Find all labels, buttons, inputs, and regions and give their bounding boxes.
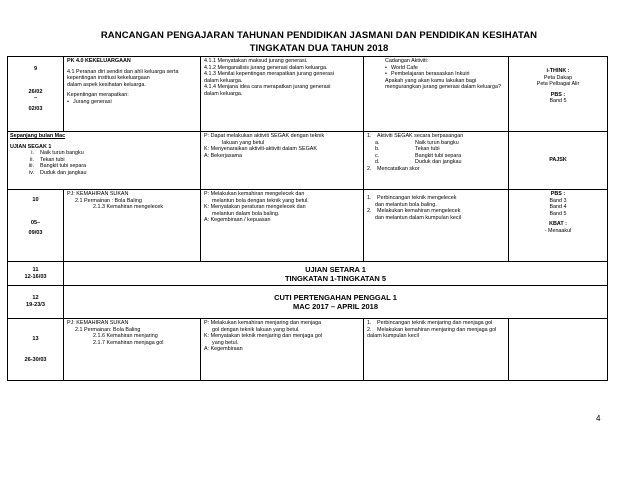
topic-cell <box>64 57 201 132</box>
pbs-label: PBS : <box>550 91 566 98</box>
objective-line: dalam keluarga. <box>204 90 243 97</box>
objective-line: 4.1.3 Menilai kepentingan merapatkan jurang generasi <box>204 71 335 78</box>
document-subtitle: TINGKATAN DUA TAHUN 2018 <box>249 43 389 54</box>
list-number: 1. <box>367 320 372 326</box>
roman-numeral: ii. <box>30 156 34 163</box>
activity-item: Tekan tubi <box>415 146 440 153</box>
notes-cell <box>509 319 608 381</box>
table-row <box>8 132 608 190</box>
segak-item: Tekan tubi <box>40 156 65 163</box>
week-cell <box>8 319 64 381</box>
ithink-item: Peta Pelbagai Alir <box>536 81 580 88</box>
objective-line: K: Menyatakan peraturan mengelecek dan <box>204 204 306 211</box>
banner-line: MAC 2017 – APRIL 2018 <box>292 302 379 311</box>
objective-line: yang betul. <box>212 339 239 346</box>
activity-cell <box>364 57 509 132</box>
table-row <box>8 286 608 319</box>
activity-item: dalam kumpulan kecil <box>367 333 419 340</box>
ithink-item: Peta Dakap <box>543 74 573 81</box>
objective-line: K: Menyatakan teknik menjaring dan menjaga gol <box>204 333 323 340</box>
activity-item: Melakukan kemahiran mengelecek <box>377 208 461 215</box>
list-number: 2. <box>367 165 372 172</box>
list-number: 2. <box>367 208 372 215</box>
activity-line: mengurangkan jurang generasi dalam keluarga? <box>385 84 501 91</box>
objective-line: dalam keluarga. <box>204 77 243 84</box>
roman-numeral: iv. <box>29 169 34 176</box>
kbat-item: - Menaakul <box>544 227 572 234</box>
topic-cell <box>64 319 201 381</box>
week-date-start: 05– <box>30 219 41 226</box>
segak-cell <box>8 132 201 190</box>
list-letter: b. <box>375 146 380 153</box>
pbs-band: Band 5 <box>549 210 567 217</box>
ithink-label: i-THINK : <box>546 68 570 74</box>
topic-line: 2.1.3 Kemahiran mengelecek <box>93 204 164 211</box>
objective-cell <box>201 190 364 262</box>
objective-line: A: Kegembiraan / kepuasan <box>204 217 271 224</box>
week-number: 13 <box>32 336 39 342</box>
activity-item: dan melantun dalam kumpulan kecil <box>375 214 462 221</box>
list-letter: a. <box>375 139 380 146</box>
topic-heading: PJ: KEMAHIRAN SUKAN <box>67 191 129 197</box>
week-date: 26-30/03 <box>24 356 47 363</box>
activity-item: Aktiviti SEGAK secara berpasangan <box>377 133 464 139</box>
exam-banner <box>64 262 608 286</box>
page-number: 4 <box>596 414 601 423</box>
roman-numeral: iii. <box>28 163 34 170</box>
week-cell <box>8 190 64 262</box>
topic-line: dalam aspek kesihatan keluarga. <box>67 81 146 88</box>
table-row <box>8 190 608 262</box>
activity-item: World Cafe <box>391 64 418 71</box>
objective-cell <box>201 319 364 381</box>
activity-cell <box>364 319 509 381</box>
objective-line: K: Menyenaraikan aktiviti-aktiviti dalam SEGAK <box>204 146 317 153</box>
activity-item: Perbincangan teknik menjaring dan menjaga gol <box>377 320 493 326</box>
segak-item: Bangkit tubi separa <box>40 163 87 170</box>
holiday-banner <box>64 286 608 319</box>
table-row <box>8 319 608 381</box>
notes-cell <box>509 57 608 132</box>
list-letter: c. <box>375 152 380 159</box>
objective-line: A: Bekerjasama <box>204 152 243 159</box>
topic-line: 4.1 Peranan diri sendiri dan ahli keluarga serta <box>67 68 179 75</box>
pbs-band: Band 3 <box>549 197 567 204</box>
topic-line: kepentingan institusi kekeluargaan <box>67 75 150 82</box>
segak-label: UJIAN SEGAK 1 <box>10 143 52 150</box>
document-title: RANCANGAN PENGAJARAN TAHUNAN PENDIDIKAN JASMANI DAN PENDIDIKAN KESIHATAN <box>100 30 538 41</box>
objective-line: P: Melakukan kemahiran menjaring dan menjaga <box>204 320 322 326</box>
segak-item: Duduk dan jangkau <box>40 169 87 176</box>
activity-item: dan melantun bola baling. <box>375 201 437 208</box>
lesson-plan-grid <box>7 56 608 381</box>
activity-item: Melakukan kemahiran menjaring dan menjaga gol <box>377 326 497 333</box>
banner-line: UJIAN SETARA 1 <box>305 264 366 274</box>
week-cell <box>8 286 64 319</box>
objective-line: 4.1.1 Menyatakan maksud jurang generasi. <box>204 58 308 64</box>
objective-cell <box>201 132 364 190</box>
objective-line: gol dengan teknik lakuan yang betul. <box>212 326 300 333</box>
topic-line: 2.1 Permainan: Bola Baling <box>75 326 141 333</box>
objective-line: 4.1.4 Menjana idea cara merapatkan jurang generasi <box>204 84 331 91</box>
week-date-end: 09/03 <box>28 230 43 237</box>
objective-cell <box>201 57 364 132</box>
week-date: 19-23/3 <box>26 302 45 308</box>
pbs-label: PBS : <box>550 191 566 197</box>
activity-item: Pembelajaran berasaskan Inkuiri <box>391 71 470 78</box>
topic-line: 2.1.7 Kemahiran menjaga gol <box>93 339 164 346</box>
week-date-start: 26/02 <box>28 88 43 95</box>
segak-heading: Sepanjang bulan Mac <box>10 133 66 139</box>
pbs-band: Band 4 <box>549 204 567 211</box>
objective-line: A: Kegembiraan <box>204 346 243 353</box>
list-letter: d. <box>375 159 380 166</box>
week-number: 9 <box>33 66 38 72</box>
topic-heading: PK 4.0 KEKELUARGAAN <box>67 58 131 64</box>
notes-cell <box>509 190 608 262</box>
activity-cell <box>364 190 509 262</box>
objective-line: melantun dalam bola baling. <box>212 210 280 217</box>
objective-line: P: Dapat melakukan aktiviti SEGAK dengan teknik <box>204 133 325 139</box>
topic-cell <box>64 190 201 262</box>
table-row <box>8 57 608 132</box>
list-number: 1. <box>367 195 372 201</box>
activity-cell <box>364 132 509 190</box>
table-row <box>8 262 608 286</box>
week-number: 12 <box>32 295 39 302</box>
activity-line: Apakah yang akan kamu lakukan bagi <box>385 77 477 84</box>
activity-item: Perbincangan teknik mengelecek <box>377 195 457 201</box>
banner-line: CUTI PERTENGAHAN PENGGAL 1 <box>274 293 397 302</box>
week-cell <box>8 57 64 132</box>
week-number: 11 <box>32 266 39 273</box>
activity-item: Bangkit tubi separa <box>415 152 462 159</box>
segak-item: Naik turun bangku <box>40 150 84 157</box>
week-number: 10 <box>32 197 39 203</box>
topic-bullet-item: Jurang generasi <box>73 98 112 105</box>
objective-line: 4.1.2 Menganalisis jurang generasi dalam keluarga. <box>204 64 328 71</box>
banner-line: TINGKATAN 1-TINGKATAN 5 <box>284 273 387 283</box>
pajsk-label: PAJSK <box>509 132 608 190</box>
activity-label: Cadangan Aktiviti: <box>385 58 429 64</box>
activity-item: Duduk dan jangkau <box>415 159 462 166</box>
week-date-end: 02/03 <box>28 105 43 112</box>
topic-heading: PJ: KEMAHIRAN SUKAN <box>67 320 129 326</box>
list-number: 2. <box>367 326 372 333</box>
objective-line: P: Melakukan kemahiran mengelecek dan <box>204 191 305 197</box>
roman-numeral: i. <box>31 150 34 157</box>
objective-line: melantun bola dengan teknik yang betul. <box>212 197 309 204</box>
activity-item: Naik turun bangku <box>415 139 459 146</box>
week-dash: – <box>33 95 38 102</box>
topic-line: Kepentingan merapatkan: <box>67 92 129 99</box>
pbs-band: Band 5 <box>549 98 567 105</box>
activity-item: Mencatatkan skor <box>377 165 420 172</box>
list-number: 1. <box>367 133 372 139</box>
topic-line: 2.1.6 Kemahiran menjaring <box>93 333 158 340</box>
kbat-label: KBAT : <box>549 221 567 228</box>
topic-line: 2.1 Permainan : Bola Baling <box>75 197 142 204</box>
week-date: 12-16/03 <box>24 273 47 280</box>
week-cell <box>8 262 64 286</box>
objective-line: lakuan yang betul <box>222 139 265 146</box>
